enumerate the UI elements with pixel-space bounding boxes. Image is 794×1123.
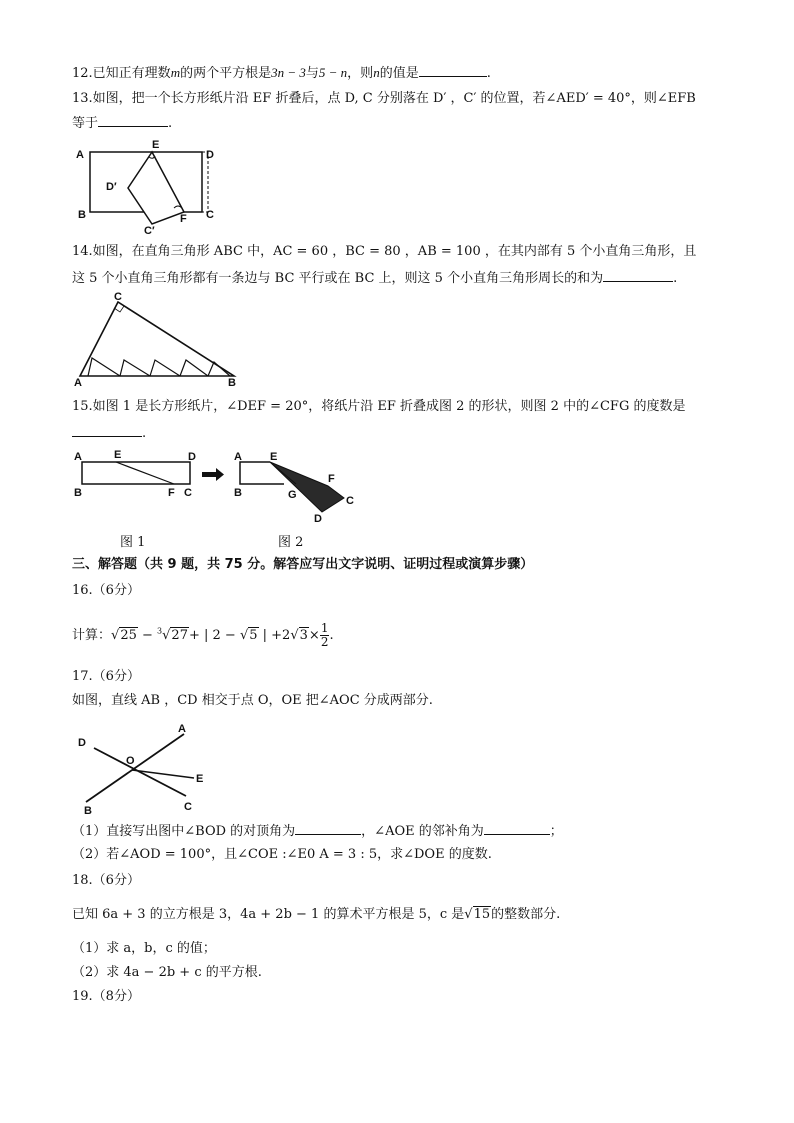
fig15-1-label-a: A	[74, 451, 82, 463]
figure-15	[70, 446, 370, 528]
fraction-denominator: 2	[320, 635, 329, 649]
fig13-label-d: D	[206, 149, 214, 161]
q12-and: 与	[305, 66, 319, 81]
q12-text-mid: 的两个平方根是	[180, 66, 272, 81]
q17-p1-text-c: ；	[549, 824, 563, 839]
answer-blank[interactable]	[72, 424, 142, 437]
question-16-head: 16.（6分）	[72, 583, 140, 598]
fig15-1-fold-line	[116, 462, 174, 484]
fig15-2-label-e: E	[270, 451, 278, 463]
figure-2-caption: 图 2	[278, 535, 304, 550]
figure-17	[70, 718, 220, 818]
q18-desc-b: 的整数部分.	[491, 907, 561, 922]
arrow-icon	[202, 468, 224, 481]
small-triangle-4	[180, 360, 208, 376]
question-18-desc	[72, 906, 560, 924]
small-triangle-3	[150, 360, 180, 376]
question-15-line2	[72, 424, 146, 443]
fig15-1-label-d: D	[188, 451, 196, 463]
small-triangle-2	[120, 360, 150, 376]
q16-calc-label: 计算：	[72, 628, 112, 643]
question-17-part1	[72, 822, 563, 841]
q12-end: 的值是	[379, 66, 419, 81]
fig13-label-b: B	[78, 209, 86, 221]
q16-abs-close: | +2	[258, 628, 291, 643]
fig14-label-b: B	[228, 377, 236, 389]
q15-dot: .	[142, 426, 147, 441]
small-triangle-1	[88, 358, 120, 376]
sqrt-symbol: √	[464, 907, 473, 922]
line-ab	[86, 734, 184, 802]
q16-cube-index: 3	[157, 626, 163, 636]
q16-times: ×	[308, 628, 320, 643]
q12-expr2: 5 − n	[318, 65, 348, 80]
answer-blank[interactable]	[603, 269, 673, 282]
question-17-part2: （2）若∠AOD = 100°，且∠COE :∠E0 A = 3 : 5，求∠DOE 的度数.	[72, 847, 492, 862]
sqrt-symbol: √	[162, 628, 171, 643]
q14-dot: .	[673, 271, 678, 286]
q14-pre: 这 5 个小直角三角形都有一条边与 BC 平行或在 BC 上，则这 5 个小直角三角形周长的和为	[72, 271, 604, 286]
q16-radicand-2: 27	[171, 628, 188, 643]
q16-radicand-3: 5	[249, 628, 258, 643]
fig15-2-folded-part	[270, 462, 344, 512]
fig15-1-rectangle	[82, 462, 190, 484]
fig13-label-c: C	[206, 209, 214, 221]
q12-expr1: 3n − 3	[271, 65, 306, 80]
q12-dot: .	[486, 66, 491, 81]
fig17-label-e: E	[196, 773, 204, 785]
small-triangle-5	[208, 362, 230, 376]
section-3-heading: 三、解答题（共 9 题，共 75 分。解答应写出文字说明、证明过程或演算步骤）	[72, 557, 534, 572]
fig13-label-e: E	[152, 139, 160, 151]
fig15-2-label-f: F	[328, 473, 335, 485]
folded-flap	[128, 152, 184, 224]
question-18-part1: （1）求 a，b，c 的值；	[72, 941, 216, 956]
fraction-numerator: 1	[320, 621, 329, 635]
fig13-label-c-prime: C′	[144, 225, 155, 236]
q12-var-m: m	[170, 65, 181, 80]
q16-minus: −	[137, 628, 158, 643]
question-14-line1: 14.如图，在直角三角形 ABC 中，AC = 60 ，BC = 80 ，AB = 100 ，在其内部有 5 个小直角三角形，且	[72, 244, 697, 259]
figure-13	[70, 136, 230, 236]
figure-1-caption: 图 1	[120, 535, 146, 550]
fig15-2-label-g: G	[288, 489, 297, 501]
fig15-2-label-a: A	[234, 451, 242, 463]
ray-oe	[132, 770, 194, 778]
fig13-label-f: F	[180, 213, 187, 225]
q16-abs-open: + | 2 −	[188, 628, 240, 643]
question-14-line2	[72, 269, 677, 288]
answer-blank[interactable]	[484, 822, 550, 835]
q12-tail: ，则	[347, 66, 374, 81]
sqrt-symbol: √	[239, 628, 249, 643]
fraction	[320, 622, 330, 649]
q17-p1-text-a: （1）直接写出图中∠BOD 的对顶角为	[72, 824, 296, 839]
sqrt-symbol: √	[111, 628, 120, 643]
fig13-label-d-prime: D′	[106, 181, 117, 193]
fig15-2-label-c: C	[346, 495, 354, 507]
question-17-desc: 如图，直线 AB ，CD 相交于点 O，OE 把∠AOC 分成两部分.	[72, 693, 433, 708]
question-13-line1: 13.如图，把一个长方形纸片沿 EF 折叠后，点 D, C 分别落在 D′ ，C′ 的位置，若∠AED′ = 40°，则∠EFB	[72, 91, 696, 106]
fig15-1-label-b: B	[74, 487, 82, 499]
q12-text: 12.已知正有理数	[72, 66, 171, 81]
question-19-head: 19.（8分）	[72, 989, 140, 1004]
q16-radicand-4: 3	[299, 628, 308, 643]
fig15-2-label-b: B	[234, 487, 242, 499]
fig15-1-label-c: C	[184, 487, 192, 499]
fig15-2-label-d: D	[314, 513, 322, 525]
fig17-label-a: A	[178, 723, 186, 735]
question-12	[72, 64, 491, 83]
answer-blank[interactable]	[419, 64, 487, 77]
q18-desc-a: 已知 6a + 3 的立方根是 3，4a + 2b − 1 的算术平方根是 5，c 是	[72, 907, 465, 922]
answer-blank[interactable]	[295, 822, 361, 835]
fig17-label-d: D	[78, 737, 86, 749]
fig17-label-o: O	[126, 755, 135, 767]
question-17-head: 17.（6分）	[72, 669, 140, 684]
figure-14	[70, 290, 240, 390]
question-15-line1: 15.如图 1 是长方形纸片，∠DEF = 20°，将纸片沿 EF 折叠成图 2 的形状，则图 2 中的∠CFG 的度数是	[72, 399, 686, 414]
question-18-head: 18.（6分）	[72, 873, 140, 888]
fig17-label-b: B	[84, 805, 92, 817]
fig17-label-c: C	[184, 801, 192, 813]
q12-var-n: n	[373, 65, 380, 80]
fig15-1-label-f: F	[168, 487, 175, 499]
question-18-part2: （2）求 4a − 2b + c 的平方根.	[72, 965, 262, 980]
fig13-label-a: A	[76, 149, 84, 161]
q18-radicand: 15	[473, 907, 491, 922]
q16-dot: .	[329, 628, 334, 643]
answer-blank[interactable]	[98, 114, 168, 127]
fig14-label-c: C	[114, 291, 122, 303]
q17-p1-text-b: ，∠AOE 的邻补角为	[361, 824, 484, 839]
question-13-line2	[72, 114, 172, 133]
q13-dot: .	[168, 116, 173, 131]
fig15-1-label-e: E	[114, 449, 122, 461]
question-16-expression	[72, 622, 334, 649]
q13-pre: 等于	[72, 116, 99, 131]
line-cd	[94, 748, 186, 796]
sqrt-symbol: √	[290, 628, 299, 643]
fig14-label-a: A	[74, 377, 82, 389]
q16-radicand-1: 25	[120, 628, 137, 643]
